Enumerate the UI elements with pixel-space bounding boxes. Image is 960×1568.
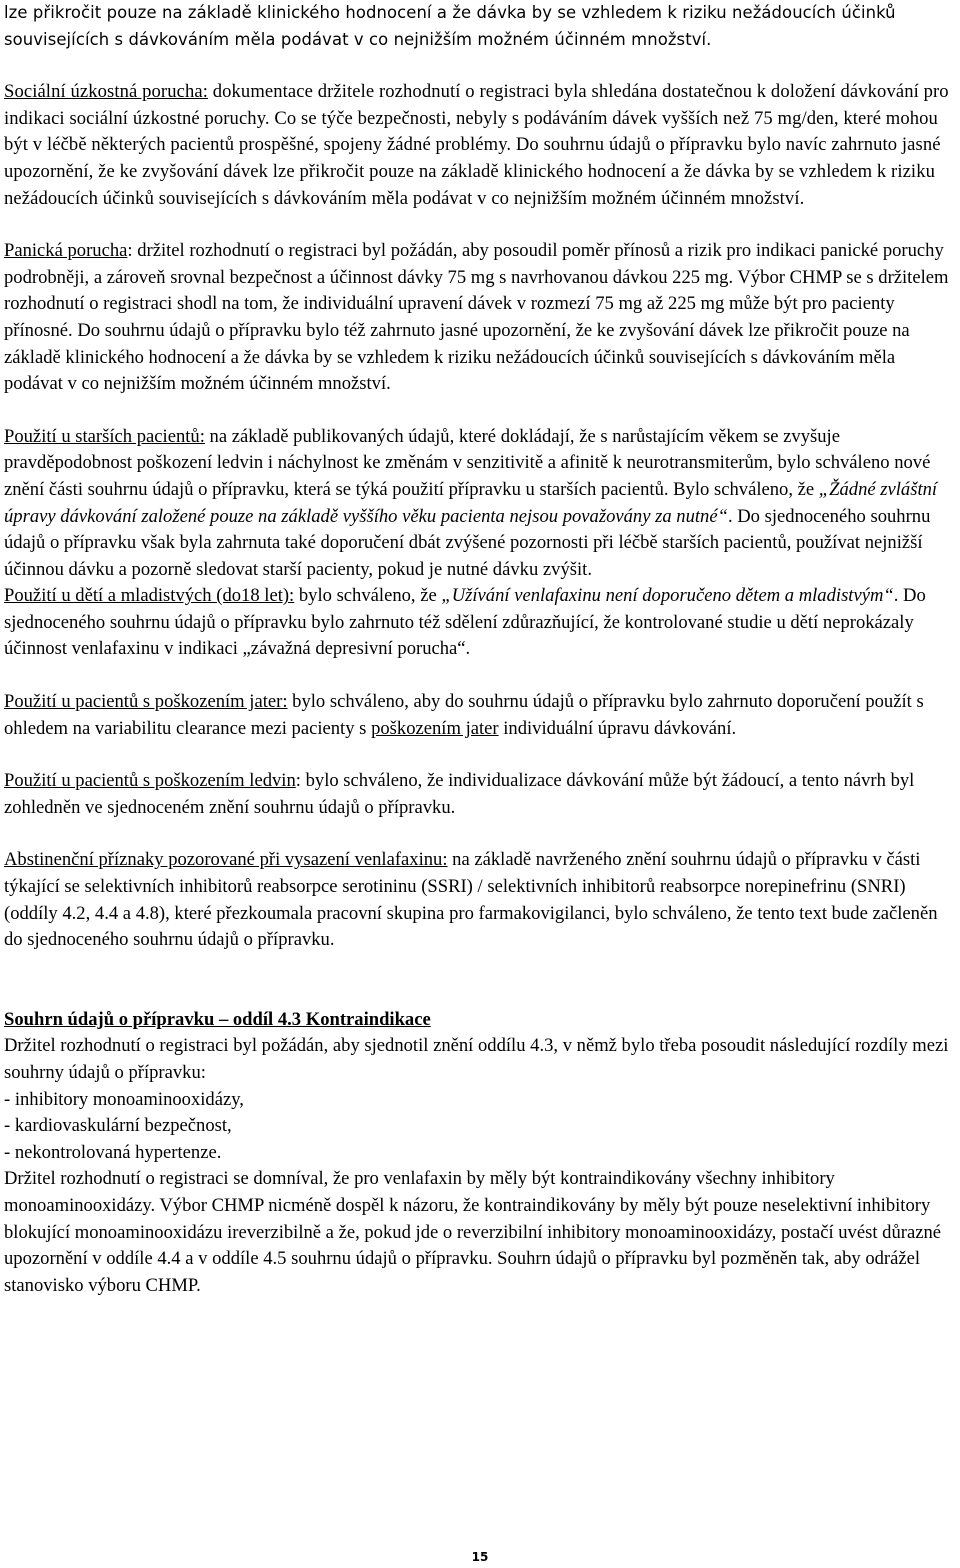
paragraph-withdrawal-symptoms: [4, 847, 956, 953]
paragraph-text: na základě publikovaných údajů, které dokládají, že s narůstajícím věkem se zvyšuje pravděpodobnost poškození ledvin i náchylnost ke změnám v senzitivitě a afinitě k neurotransmiterům, bylo schváleno nové znění části souhrnu údajů o přípravku, která se týká použití přípravku u starších pacientů. Bylo schváleno, že: [4, 425, 931, 500]
section-heading-children: Použití u dětí a mladistvých (do18 let):: [4, 585, 295, 607]
paragraph-text: bylo schváleno, aby do souhrnu údajů o přípravku bylo zahrnuto doporučení použít s ohledem na variabilitu clearance mezi pacienty s: [4, 691, 924, 739]
paragraph-text: Držitel rozhodnutí o registraci byl požádán, aby sjednotil znění oddílu 4.3, v němž bylo třeba posoudit následující rozdíly mezi souhrny údajů o přípravku:: [4, 1035, 949, 1083]
document-page: [4, 0, 956, 1299]
underlined-term: poškozením jater: [371, 717, 499, 739]
list-item: - kardiovaskulární bezpečnost,: [4, 1115, 232, 1137]
paragraph-text: dokumentace držitele rozhodnutí o registraci byla shledána dostatečnou k doložení dávkování pro indikaci sociální úzkostné poruchy.: [4, 81, 949, 129]
paragraph-text: lze přikročit pouze na základě klinického hodnocení a že dávka by se vzhledem k riziku nežádoucích účinků souvisejících s dávkováním měla podávat v co nejnižším možném účinném množství.: [4, 3, 896, 49]
paragraph-text: Do souhrnu údajů o přípravku bylo navíc zahrnuto jasné upozornění, že ke zvyšování dávek lze přikročit pouze na základě klinického hodnocení a že dávka by se vzhledem k riziku nežádoucích účinků souvisejících s dávkováním měla podávat v co nejnižším možném účinném množství.: [4, 134, 941, 209]
paragraph-text: : držitel rozhodnutí o registraci byl požádán, aby posoudil poměr přínosů a rizik pro indikaci panické poruchy podrobněji, a zároveň srovnal bezpečnost a účinnost dávky 75 mg s navrhovanou dávkou 225 mg.: [4, 240, 944, 288]
section-heading-panic-disorder: Panická porucha: [4, 240, 128, 262]
list-item: - nekontrolovaná hypertenze.: [4, 1141, 222, 1163]
section-heading-renal: Použití u pacientů s poškozením ledvin: [4, 770, 296, 792]
paragraph-social-anxiety: [4, 79, 956, 212]
section-contraindications: [4, 1007, 956, 1300]
paragraph-text: bylo schváleno, že: [294, 585, 442, 607]
paragraph-hepatic-impairment: [4, 689, 956, 742]
section-heading-hepatic: Použití u pacientů s poškozením jater:: [4, 691, 288, 713]
paragraph-elderly-and-children: [4, 424, 956, 663]
paragraph-continuation: [4, 0, 956, 53]
paragraph-text: individuální úpravu dávkování.: [498, 717, 737, 739]
quoted-statement: „Žádné zvláštní úpravy dávkování založené pouze na základě vyššího věku pacienta nejsou považovány za nutné“: [4, 478, 938, 527]
paragraph-text: Co se týče bezpečnosti, nebyly s podáváním dávek vyšších než 75 mg/den, které mohou být v léčbě některých pacientů prospěšné, spojeny žádné problémy.: [4, 107, 938, 156]
paragraph-text: Držitel rozhodnutí o registraci se domníval, že pro venlafaxin by měly být kontraindikovány všechny inhibitory monoaminooxidázy. Výbor CHMP nicméně dospěl k názoru, že kontraindikovány by měly být pouze neselektivní inhibitory blokující monoaminooxidázu ireverzibilně a že, pokud jde o reverzibilní inhibitory monoaminooxidázy, postačí uvést důrazné upozornění v oddíle 4.4 a v oddíle 4.5 souhrnu údajů o přípravku. Souhrn údajů o přípravku byl pozměněn tak, aby odrážel stanovisko výboru CHMP.: [4, 1168, 941, 1296]
paragraph-text: . Do sjednoceného souhrnu údajů o přípravku bylo zahrnuto též sdělení zdůrazňující, že kontrolované studie u dětí neprokázaly účinnost venlafaxinu v indikaci „závažná depresivní porucha“.: [4, 585, 926, 660]
list-item: - inhibitory monoaminooxidázy,: [4, 1088, 244, 1110]
paragraph-text: na základě navrženého znění souhrnu údajů o přípravku v části týkající se selektivních inhibitorů reabsorpce serotininu (SSRI) / selektivních inhibitorů reabsorpce norepinefrinu (SNRI) (oddíly 4.2, 4.4 a 4.8), které přezkoumala pracovní skupina pro farmakovigilanci, bylo schváleno, že tento text bude začleněn do sjednoceného souhrnu údajů o přípravku.: [4, 849, 938, 951]
paragraph-text: . Do sjednoceného souhrnu údajů o přípravku však byla zahrnuta také doporučení dbát zvýšené pozornosti při léčbě starších pacientů, používat nejnižší účinnou dávku a pozorně sledovat starší pacienty, pokud je nutné dávku zvýšit.: [4, 505, 931, 580]
section-title-text: Souhrn údajů o přípravku – oddíl 4.3 Kontraindikace: [4, 1008, 431, 1030]
paragraph-text: Výbor CHMP se s držitelem rozhodnutí o registraci shodl na tom, že individuální upravení dávek v rozmezí 75 mg až 225 mg může být pro pacienty přínosné.: [4, 266, 949, 341]
quoted-statement: „Užívání venlafaxinu není doporučeno dětem a mladistvým“: [441, 585, 894, 607]
page-number: 15: [471, 1550, 489, 1564]
section-heading-social-anxiety: Sociální úzkostná porucha:: [4, 81, 208, 103]
section-title-contraindications: [4, 1007, 956, 1034]
paragraph-renal-impairment: [4, 768, 956, 821]
section-heading-withdrawal: Abstinenční příznaky pozorované při vysazení venlafaxinu:: [4, 849, 448, 871]
paragraph-intro: [4, 1033, 956, 1086]
difference-list: [4, 1087, 956, 1167]
paragraph-text: : bylo schváleno, že individualizace dávkování může být žádoucí, a tento návrh byl zohledněn ve sjednoceném znění souhrnu údajů o přípravku.: [4, 770, 915, 818]
section-heading-elderly: Použití u starších pacientů:: [4, 425, 205, 447]
paragraph-text: Do souhrnu údajů o přípravku bylo též zahrnuto jasné upozornění, že ke zvyšování dávek lze přikročit pouze na základě klinického hodnocení a že dávka by se vzhledem k riziku nežádoucích účinků souvisejících s dávkováním měla podávat v co nejnižším možném účinném množství.: [4, 319, 910, 395]
paragraph-closing: [4, 1166, 956, 1299]
paragraph-panic-disorder: [4, 238, 956, 398]
